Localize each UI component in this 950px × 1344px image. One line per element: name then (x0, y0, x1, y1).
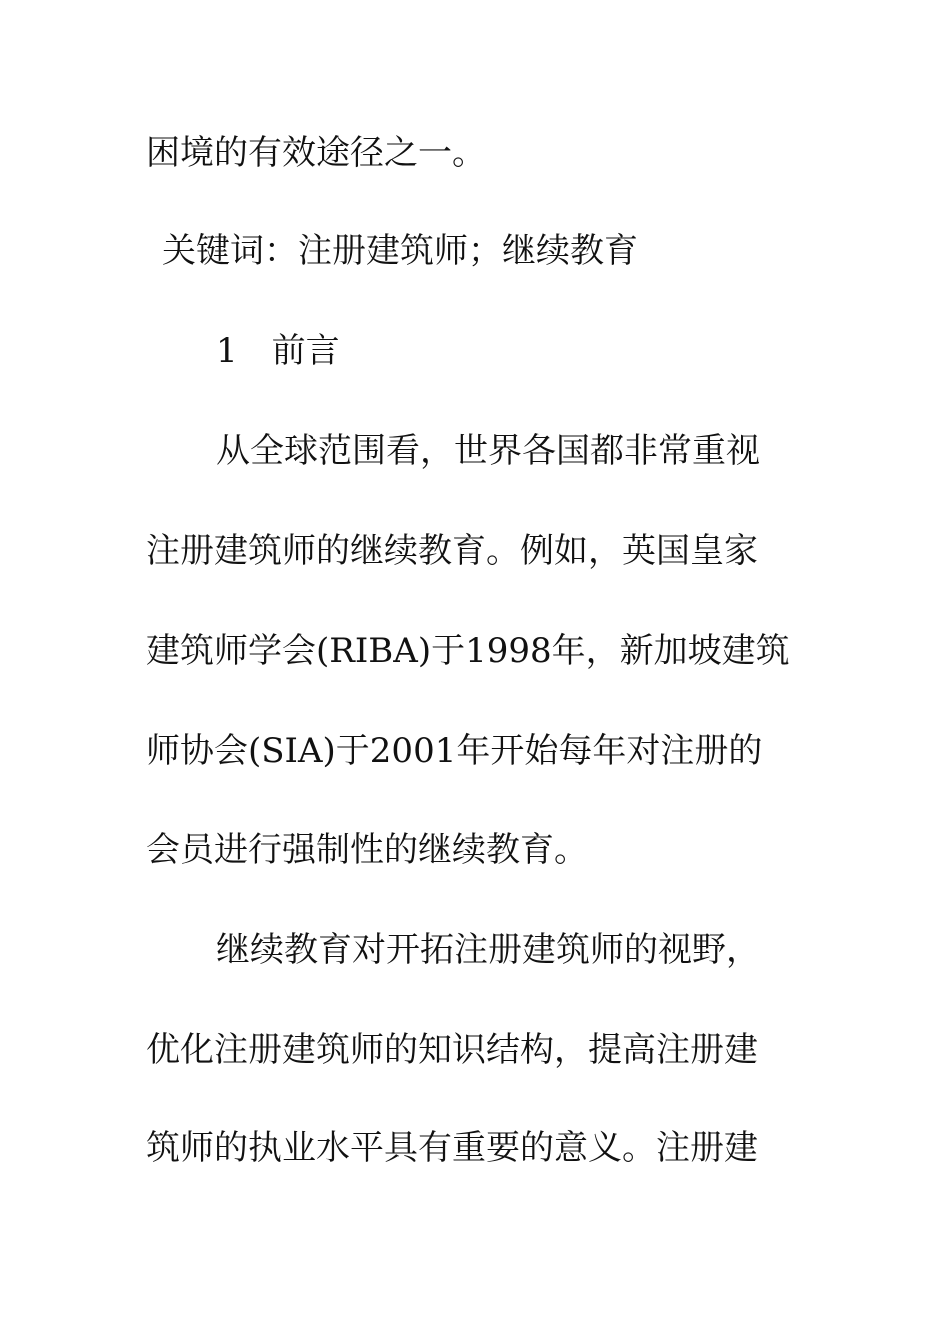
body-text-line: 从全球范围看，世界各国都非常重视 (216, 431, 760, 471)
body-text-line: 会员进行强制性的继续教育。 (146, 830, 588, 870)
body-text-line: 师协会(SIA)于2001年开始每年对注册的 (146, 731, 763, 771)
body-text-line: 困境的有效途径之一。 (146, 133, 486, 173)
body-text-line: 注册建筑师的继续教育。例如，英国皇家 (146, 531, 758, 571)
body-text-line: 优化注册建筑师的知识结构，提高注册建 (146, 1030, 758, 1070)
body-text-line: 建筑师学会(RIBA)于1998年，新加坡建筑 (146, 631, 790, 671)
section-heading: 1 前言 (216, 331, 340, 371)
body-text-line: 继续教育对开拓注册建筑师的视野， (216, 930, 760, 970)
body-text-line: 筑师的执业水平具有重要的意义。注册建 (146, 1128, 758, 1168)
keywords-line: 关键词：注册建筑师；继续教育 (162, 231, 638, 271)
